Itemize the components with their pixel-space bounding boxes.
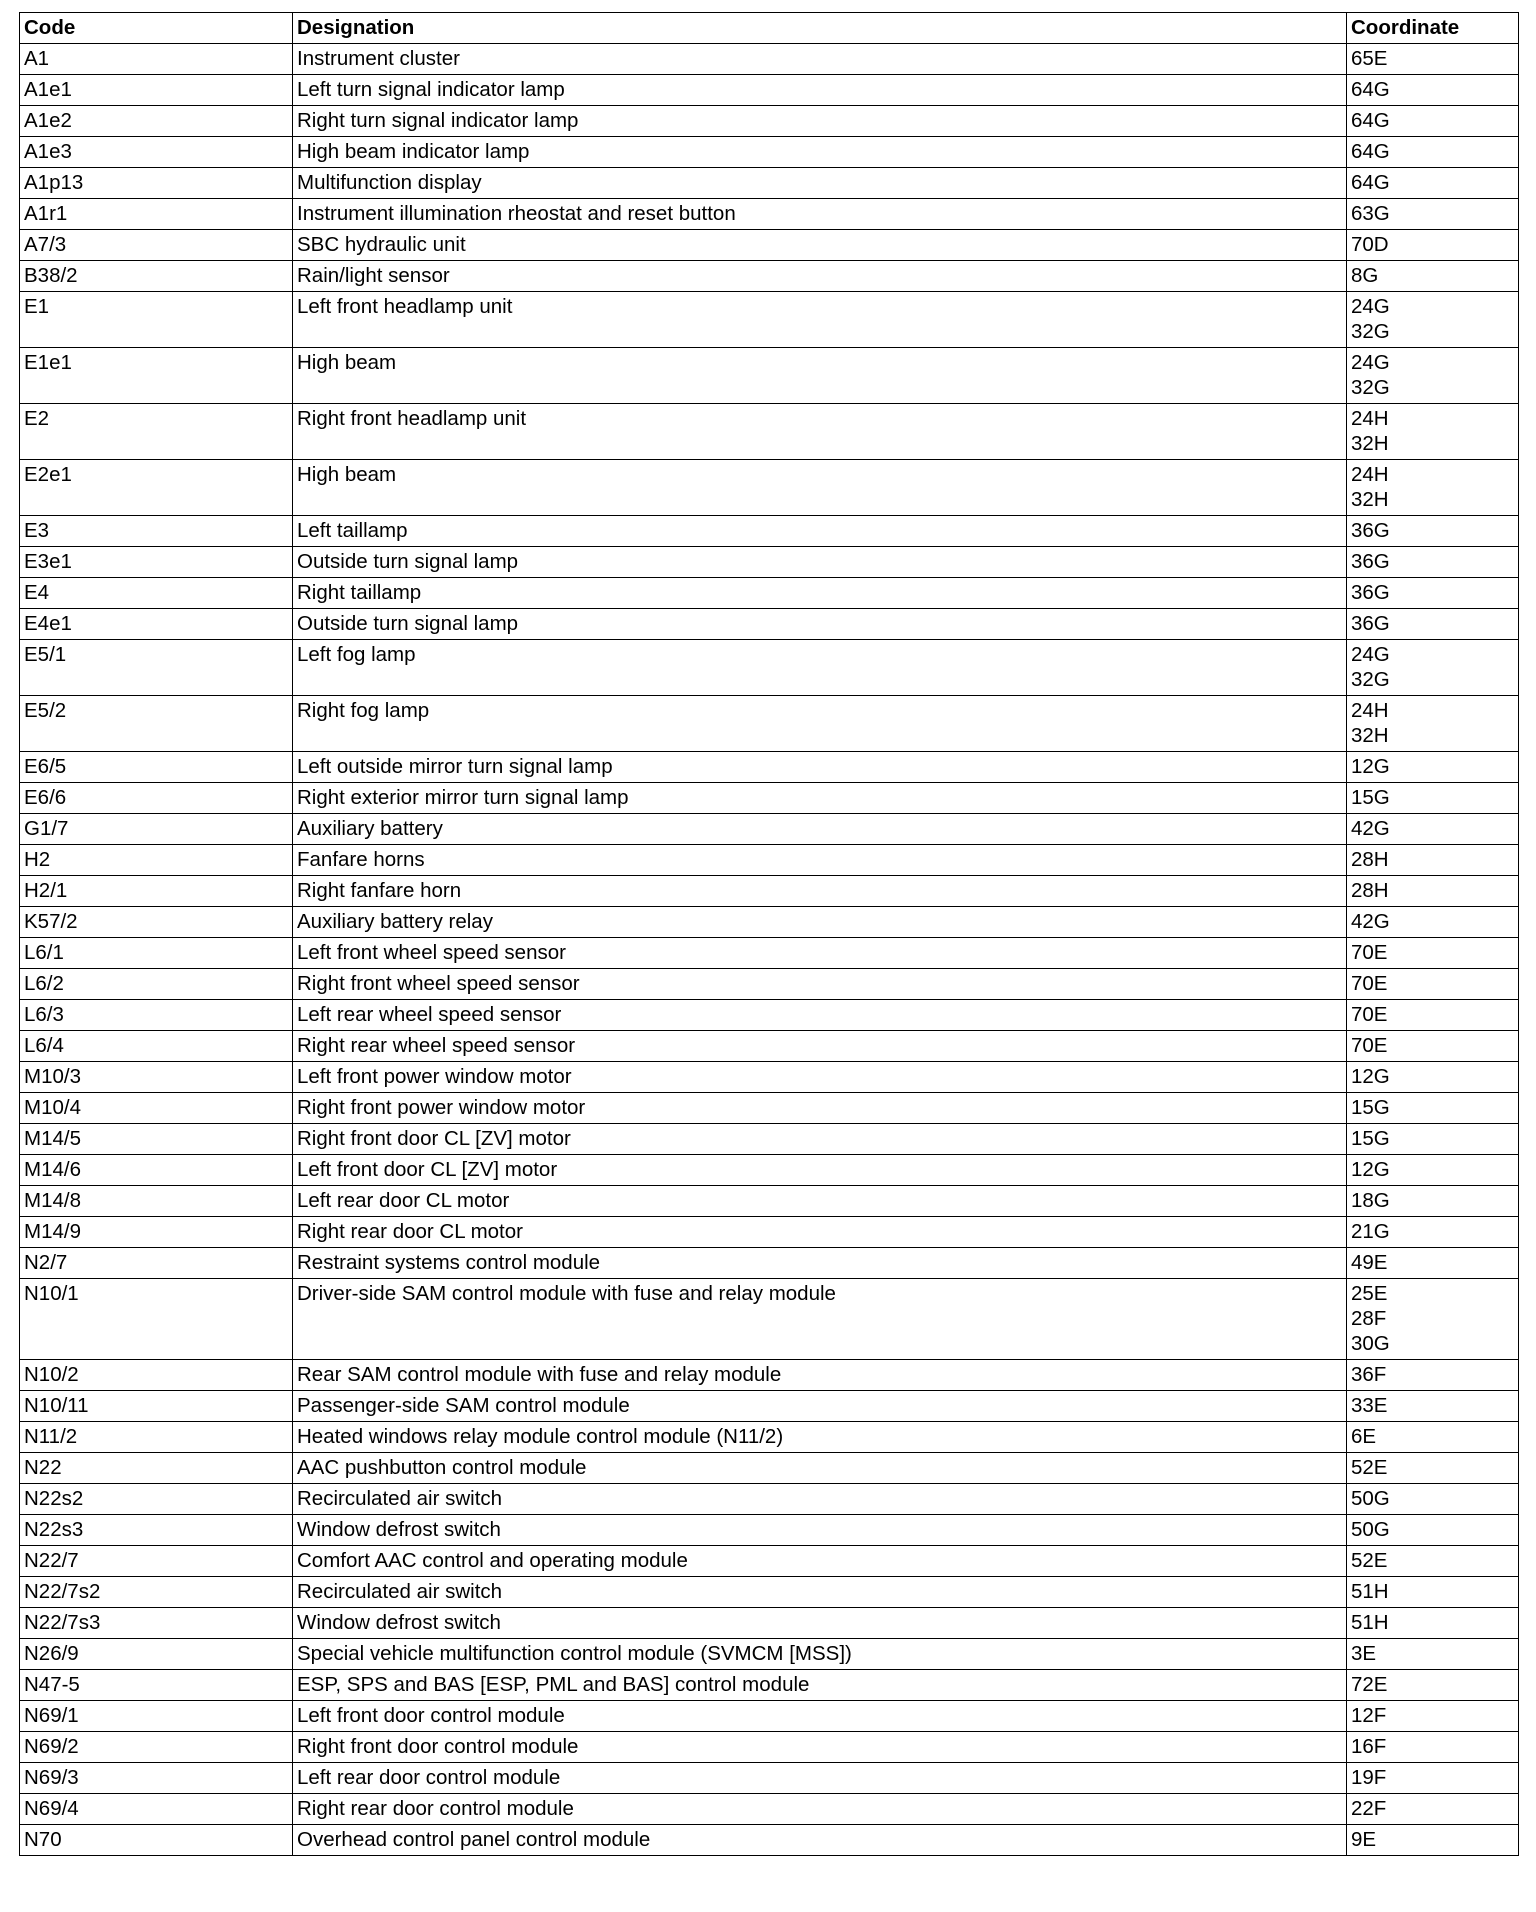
table-row	[20, 460, 1519, 516]
table-row	[20, 106, 1519, 137]
cell-designation: Rain/light sensor	[293, 261, 1347, 292]
cell-designation: Right front power window motor	[293, 1093, 1347, 1124]
cell-code: L6/4	[20, 1031, 293, 1062]
cell-designation: Right front door CL [ZV] motor	[293, 1124, 1347, 1155]
table-row	[20, 1515, 1519, 1546]
coordinate-value: 6E	[1351, 1425, 1377, 1448]
cell-code: E2e1	[20, 460, 293, 516]
table-header	[20, 13, 1519, 44]
table-row	[20, 1093, 1519, 1124]
coordinate-value: 36F	[1351, 1363, 1387, 1386]
cell-designation: Passenger-side SAM control module	[293, 1391, 1347, 1422]
table-row	[20, 814, 1519, 845]
cell-code: N69/4	[20, 1794, 293, 1825]
cell-code: K57/2	[20, 907, 293, 938]
coordinate-value: 52E	[1351, 1549, 1388, 1572]
cell-coordinate	[1347, 516, 1519, 547]
coordinate-value: 70E	[1351, 1034, 1388, 1057]
cell-coordinate	[1347, 168, 1519, 199]
coordinate-value: 42G	[1351, 910, 1390, 933]
cell-designation: AAC pushbutton control module	[293, 1453, 1347, 1484]
cell-code: N22s3	[20, 1515, 293, 1546]
cell-code: N11/2	[20, 1422, 293, 1453]
cell-code: E6/5	[20, 752, 293, 783]
coordinate-value: 15G	[1351, 786, 1390, 809]
coordinate-value: 30G	[1351, 1332, 1390, 1355]
cell-code: H2/1	[20, 876, 293, 907]
cell-coordinate	[1347, 1124, 1519, 1155]
cell-coordinate	[1347, 137, 1519, 168]
coordinate-value: 50G	[1351, 1487, 1390, 1510]
cell-code: E5/2	[20, 696, 293, 752]
cell-coordinate	[1347, 938, 1519, 969]
cell-coordinate	[1347, 261, 1519, 292]
table-row	[20, 1453, 1519, 1484]
coordinate-value: 51H	[1351, 1580, 1389, 1603]
coordinate-value: 19F	[1351, 1766, 1387, 1789]
cell-coordinate	[1347, 1000, 1519, 1031]
coordinate-value: 51H	[1351, 1611, 1389, 1634]
cell-coordinate	[1347, 783, 1519, 814]
coordinate-value: 22F	[1351, 1797, 1387, 1820]
cell-designation: Restraint systems control module	[293, 1248, 1347, 1279]
coordinate-value: 32G	[1351, 376, 1390, 399]
coordinate-value: 12G	[1351, 755, 1390, 778]
cell-designation: Left front door control module	[293, 1701, 1347, 1732]
cell-coordinate	[1347, 460, 1519, 516]
cell-code: E6/6	[20, 783, 293, 814]
cell-designation: Left taillamp	[293, 516, 1347, 547]
cell-designation: Left front power window motor	[293, 1062, 1347, 1093]
cell-coordinate	[1347, 547, 1519, 578]
coordinate-value: 15G	[1351, 1096, 1390, 1119]
cell-designation: Special vehicle multifunction control module (SVMCM [MSS])	[293, 1639, 1347, 1670]
table-row	[20, 1279, 1519, 1360]
cell-code: L6/1	[20, 938, 293, 969]
cell-coordinate	[1347, 1794, 1519, 1825]
coordinate-value: 36G	[1351, 550, 1390, 573]
cell-designation: Right fanfare horn	[293, 876, 1347, 907]
cell-code: A1r1	[20, 199, 293, 230]
cell-coordinate	[1347, 1155, 1519, 1186]
cell-code: N70	[20, 1825, 293, 1856]
coordinate-value: 70D	[1351, 233, 1389, 256]
coordinate-value: 24H	[1351, 407, 1389, 430]
cell-code: N10/2	[20, 1360, 293, 1391]
coordinate-value: 63G	[1351, 202, 1390, 225]
table-row	[20, 1670, 1519, 1701]
coordinate-value: 24H	[1351, 699, 1389, 722]
cell-designation: High beam	[293, 348, 1347, 404]
cell-designation: ESP, SPS and BAS [ESP, PML and BAS] control module	[293, 1670, 1347, 1701]
cell-code: A1p13	[20, 168, 293, 199]
coordinate-value: 70E	[1351, 941, 1388, 964]
cell-designation: Left front wheel speed sensor	[293, 938, 1347, 969]
cell-designation: Right rear door CL motor	[293, 1217, 1347, 1248]
coordinate-value: 12F	[1351, 1704, 1387, 1727]
coordinate-value: 18G	[1351, 1189, 1390, 1212]
table-row	[20, 1701, 1519, 1732]
table-row	[20, 1186, 1519, 1217]
table-row	[20, 1794, 1519, 1825]
cell-designation: Fanfare horns	[293, 845, 1347, 876]
coordinate-value: 12G	[1351, 1065, 1390, 1088]
cell-code: N22/7s2	[20, 1577, 293, 1608]
cell-designation: Left outside mirror turn signal lamp	[293, 752, 1347, 783]
coordinate-value: 24G	[1351, 295, 1390, 318]
cell-designation: Left rear door control module	[293, 1763, 1347, 1794]
table-row	[20, 1422, 1519, 1453]
cell-designation: Outside turn signal lamp	[293, 609, 1347, 640]
cell-code: E3e1	[20, 547, 293, 578]
cell-coordinate	[1347, 1360, 1519, 1391]
cell-coordinate	[1347, 1701, 1519, 1732]
coordinate-value: 15G	[1351, 1127, 1390, 1150]
cell-coordinate	[1347, 1515, 1519, 1546]
cell-designation: Right front wheel speed sensor	[293, 969, 1347, 1000]
cell-coordinate	[1347, 578, 1519, 609]
table-row	[20, 1732, 1519, 1763]
table-body	[20, 44, 1519, 1856]
coordinate-value: 25E	[1351, 1282, 1388, 1305]
coordinate-value: 49E	[1351, 1251, 1388, 1274]
cell-designation: Left fog lamp	[293, 640, 1347, 696]
cell-coordinate	[1347, 44, 1519, 75]
cell-designation: Right front door control module	[293, 1732, 1347, 1763]
coordinate-value: 24H	[1351, 463, 1389, 486]
cell-designation: Auxiliary battery	[293, 814, 1347, 845]
cell-code: E3	[20, 516, 293, 547]
table-row	[20, 1360, 1519, 1391]
component-table	[19, 12, 1519, 1856]
cell-code: A1e2	[20, 106, 293, 137]
table-row	[20, 907, 1519, 938]
cell-designation: Window defrost switch	[293, 1608, 1347, 1639]
table-row	[20, 1000, 1519, 1031]
table-row	[20, 1062, 1519, 1093]
coordinate-value: 50G	[1351, 1518, 1390, 1541]
coordinate-value: 16F	[1351, 1735, 1387, 1758]
table-row	[20, 44, 1519, 75]
table-row	[20, 876, 1519, 907]
cell-designation: Recirculated air switch	[293, 1484, 1347, 1515]
coordinate-value: 42G	[1351, 817, 1390, 840]
cell-code: M10/3	[20, 1062, 293, 1093]
cell-coordinate	[1347, 609, 1519, 640]
cell-designation: Right rear wheel speed sensor	[293, 1031, 1347, 1062]
table-row	[20, 696, 1519, 752]
cell-coordinate	[1347, 907, 1519, 938]
table-row	[20, 1546, 1519, 1577]
cell-designation: Left turn signal indicator lamp	[293, 75, 1347, 106]
cell-coordinate	[1347, 969, 1519, 1000]
cell-code: N2/7	[20, 1248, 293, 1279]
coordinate-value: 64G	[1351, 78, 1390, 101]
cell-coordinate	[1347, 1279, 1519, 1360]
table-row	[20, 1763, 1519, 1794]
coordinate-value: 32H	[1351, 432, 1389, 455]
cell-designation: Right rear door control module	[293, 1794, 1347, 1825]
table-row	[20, 230, 1519, 261]
cell-coordinate	[1347, 845, 1519, 876]
cell-code: N10/11	[20, 1391, 293, 1422]
table-row	[20, 547, 1519, 578]
cell-code: E4	[20, 578, 293, 609]
cell-coordinate	[1347, 814, 1519, 845]
cell-code: A1e1	[20, 75, 293, 106]
cell-code: G1/7	[20, 814, 293, 845]
table-row	[20, 609, 1519, 640]
cell-code: E2	[20, 404, 293, 460]
coordinate-value: 28H	[1351, 848, 1389, 871]
table-row	[20, 752, 1519, 783]
cell-code: H2	[20, 845, 293, 876]
coordinate-value: 24G	[1351, 351, 1390, 374]
cell-code: E1	[20, 292, 293, 348]
coordinate-value: 70E	[1351, 1003, 1388, 1026]
cell-coordinate	[1347, 106, 1519, 137]
cell-code: L6/2	[20, 969, 293, 1000]
cell-designation: Recirculated air switch	[293, 1577, 1347, 1608]
table-row	[20, 1391, 1519, 1422]
cell-coordinate	[1347, 1670, 1519, 1701]
header-designation: Designation	[293, 13, 1347, 44]
table-row	[20, 938, 1519, 969]
cell-designation: Right fog lamp	[293, 696, 1347, 752]
coordinate-value: 36G	[1351, 581, 1390, 604]
cell-code: M14/5	[20, 1124, 293, 1155]
cell-code: M10/4	[20, 1093, 293, 1124]
cell-coordinate	[1347, 1217, 1519, 1248]
cell-designation: Left front headlamp unit	[293, 292, 1347, 348]
cell-coordinate	[1347, 1186, 1519, 1217]
cell-coordinate	[1347, 230, 1519, 261]
table-row	[20, 1248, 1519, 1279]
cell-coordinate	[1347, 1763, 1519, 1794]
cell-code: N10/1	[20, 1279, 293, 1360]
cell-coordinate	[1347, 1639, 1519, 1670]
cell-coordinate	[1347, 1422, 1519, 1453]
table-row	[20, 1155, 1519, 1186]
cell-designation: Rear SAM control module with fuse and relay module	[293, 1360, 1347, 1391]
cell-coordinate	[1347, 1825, 1519, 1856]
coordinate-value: 36G	[1351, 519, 1390, 542]
cell-code: N22	[20, 1453, 293, 1484]
cell-designation: Comfort AAC control and operating module	[293, 1546, 1347, 1577]
cell-designation: Right exterior mirror turn signal lamp	[293, 783, 1347, 814]
table-row	[20, 578, 1519, 609]
table-row	[20, 640, 1519, 696]
coordinate-value: 32H	[1351, 488, 1389, 511]
cell-designation: Right front headlamp unit	[293, 404, 1347, 460]
coordinate-value: 32H	[1351, 724, 1389, 747]
cell-designation: Right turn signal indicator lamp	[293, 106, 1347, 137]
table-row	[20, 969, 1519, 1000]
cell-designation: Overhead control panel control module	[293, 1825, 1347, 1856]
table-row	[20, 845, 1519, 876]
coordinate-value: 3E	[1351, 1642, 1377, 1665]
table-row	[20, 261, 1519, 292]
cell-coordinate	[1347, 1031, 1519, 1062]
cell-designation: High beam	[293, 460, 1347, 516]
coordinate-value: 21G	[1351, 1220, 1390, 1243]
cell-coordinate	[1347, 1577, 1519, 1608]
coordinate-value: 33E	[1351, 1394, 1388, 1417]
cell-designation: SBC hydraulic unit	[293, 230, 1347, 261]
cell-designation: Left rear wheel speed sensor	[293, 1000, 1347, 1031]
coordinate-value: 36G	[1351, 612, 1390, 635]
cell-designation: Auxiliary battery relay	[293, 907, 1347, 938]
cell-code: A1e3	[20, 137, 293, 168]
table-row	[20, 1825, 1519, 1856]
cell-coordinate	[1347, 1248, 1519, 1279]
cell-coordinate	[1347, 1546, 1519, 1577]
cell-code: N69/2	[20, 1732, 293, 1763]
cell-code: L6/3	[20, 1000, 293, 1031]
coordinate-value: 12G	[1351, 1158, 1390, 1181]
cell-designation: Instrument cluster	[293, 44, 1347, 75]
cell-code: E4e1	[20, 609, 293, 640]
table-row	[20, 199, 1519, 230]
table-row	[20, 1217, 1519, 1248]
cell-code: N22s2	[20, 1484, 293, 1515]
cell-coordinate	[1347, 348, 1519, 404]
cell-coordinate	[1347, 404, 1519, 460]
table-row	[20, 137, 1519, 168]
coordinate-value: 9E	[1351, 1828, 1377, 1851]
coordinate-value: 8G	[1351, 264, 1379, 287]
cell-designation: Outside turn signal lamp	[293, 547, 1347, 578]
coordinate-value: 24G	[1351, 643, 1390, 666]
cell-code: M14/9	[20, 1217, 293, 1248]
cell-coordinate	[1347, 292, 1519, 348]
cell-coordinate	[1347, 1732, 1519, 1763]
table-row	[20, 1031, 1519, 1062]
cell-designation: Right taillamp	[293, 578, 1347, 609]
cell-code: N69/3	[20, 1763, 293, 1794]
cell-coordinate	[1347, 1453, 1519, 1484]
cell-designation: Heated windows relay module control module (N11/2)	[293, 1422, 1347, 1453]
coordinate-value: 65E	[1351, 47, 1388, 70]
table-row	[20, 1608, 1519, 1639]
cell-code: E5/1	[20, 640, 293, 696]
cell-coordinate	[1347, 640, 1519, 696]
coordinate-value: 52E	[1351, 1456, 1388, 1479]
cell-designation: Instrument illumination rheostat and reset button	[293, 199, 1347, 230]
cell-coordinate	[1347, 696, 1519, 752]
coordinate-value: 28H	[1351, 879, 1389, 902]
cell-designation: Multifunction display	[293, 168, 1347, 199]
table-row	[20, 516, 1519, 547]
cell-code: B38/2	[20, 261, 293, 292]
cell-designation: Driver-side SAM control module with fuse and relay module	[293, 1279, 1347, 1360]
table-row	[20, 1577, 1519, 1608]
table-row	[20, 783, 1519, 814]
table-row	[20, 292, 1519, 348]
cell-code: M14/8	[20, 1186, 293, 1217]
cell-designation: High beam indicator lamp	[293, 137, 1347, 168]
cell-code: N47-5	[20, 1670, 293, 1701]
cell-coordinate	[1347, 1062, 1519, 1093]
cell-code: E1e1	[20, 348, 293, 404]
table-row	[20, 168, 1519, 199]
cell-coordinate	[1347, 1391, 1519, 1422]
cell-designation: Window defrost switch	[293, 1515, 1347, 1546]
cell-coordinate	[1347, 876, 1519, 907]
coordinate-value: 64G	[1351, 140, 1390, 163]
coordinate-value: 28F	[1351, 1307, 1387, 1330]
cell-coordinate	[1347, 75, 1519, 106]
coordinate-value: 72E	[1351, 1673, 1388, 1696]
cell-code: M14/6	[20, 1155, 293, 1186]
table-row	[20, 1124, 1519, 1155]
cell-code: N69/1	[20, 1701, 293, 1732]
cell-code: N22/7s3	[20, 1608, 293, 1639]
table-row	[20, 1639, 1519, 1670]
table-row	[20, 404, 1519, 460]
coordinate-value: 32G	[1351, 320, 1390, 343]
header-code: Code	[20, 13, 293, 44]
table-row	[20, 348, 1519, 404]
cell-designation: Left rear door CL motor	[293, 1186, 1347, 1217]
cell-code: A7/3	[20, 230, 293, 261]
cell-code: A1	[20, 44, 293, 75]
coordinate-value: 70E	[1351, 972, 1388, 995]
table-row	[20, 75, 1519, 106]
header-coordinate: Coordinate	[1347, 13, 1519, 44]
coordinate-value: 64G	[1351, 171, 1390, 194]
cell-coordinate	[1347, 1093, 1519, 1124]
table-row	[20, 1484, 1519, 1515]
cell-code: N22/7	[20, 1546, 293, 1577]
coordinate-value: 64G	[1351, 109, 1390, 132]
header-row	[20, 13, 1519, 44]
coordinate-value: 32G	[1351, 668, 1390, 691]
cell-coordinate	[1347, 1608, 1519, 1639]
cell-designation: Left front door CL [ZV] motor	[293, 1155, 1347, 1186]
cell-code: N26/9	[20, 1639, 293, 1670]
cell-coordinate	[1347, 199, 1519, 230]
cell-coordinate	[1347, 1484, 1519, 1515]
cell-coordinate	[1347, 752, 1519, 783]
